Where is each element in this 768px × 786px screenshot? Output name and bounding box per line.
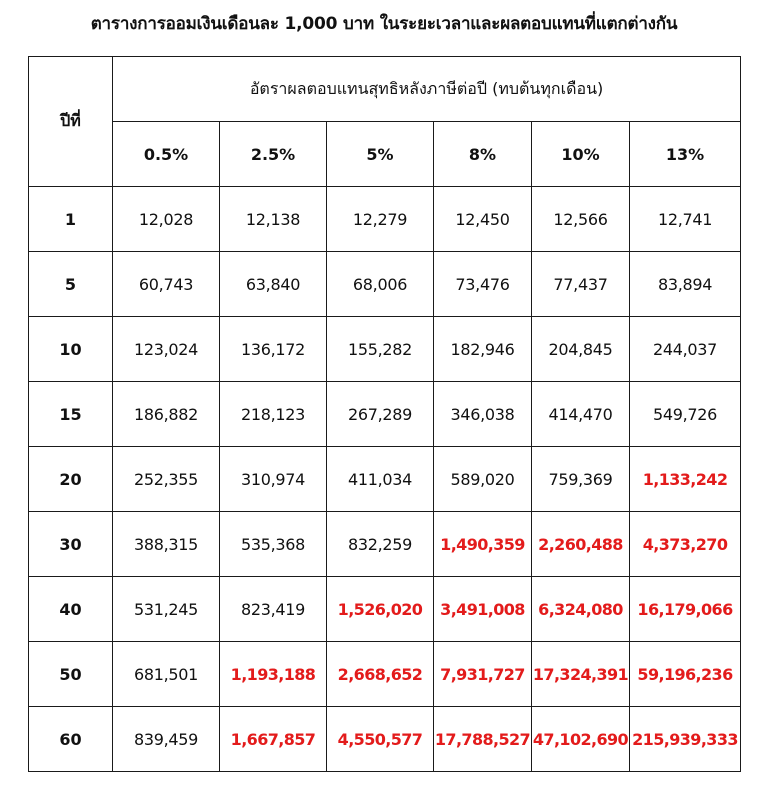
value-cell: 310,974 xyxy=(220,447,327,512)
value-cell: 186,882 xyxy=(113,382,220,447)
year-cell: 15 xyxy=(29,382,113,447)
value-cell: 6,324,080 xyxy=(532,577,630,642)
value-cell: 63,840 xyxy=(220,252,327,317)
value-cell: 12,566 xyxy=(532,187,630,252)
value-cell: 123,024 xyxy=(113,317,220,382)
value-cell: 589,020 xyxy=(434,447,532,512)
value-cell: 68,006 xyxy=(327,252,434,317)
value-cell: 17,324,391 xyxy=(532,642,630,707)
value-cell: 83,894 xyxy=(630,252,741,317)
value-cell: 136,172 xyxy=(220,317,327,382)
table-row xyxy=(29,382,741,447)
value-cell: 411,034 xyxy=(327,447,434,512)
value-cell: 346,038 xyxy=(434,382,532,447)
year-cell: 1 xyxy=(29,187,113,252)
value-cell: 832,259 xyxy=(327,512,434,577)
value-cell: 73,476 xyxy=(434,252,532,317)
table-row xyxy=(29,447,741,512)
value-cell: 759,369 xyxy=(532,447,630,512)
value-cell: 77,437 xyxy=(532,252,630,317)
value-cell: 823,419 xyxy=(220,577,327,642)
value-cell: 4,550,577 xyxy=(327,707,434,772)
value-cell: 531,245 xyxy=(113,577,220,642)
value-cell: 60,743 xyxy=(113,252,220,317)
rate-header-3: 8% xyxy=(434,122,532,187)
rate-header-0: 0.5% xyxy=(113,122,220,187)
rate-header-5: 13% xyxy=(630,122,741,187)
value-cell: 1,490,359 xyxy=(434,512,532,577)
table-row xyxy=(29,187,741,252)
value-cell: 1,193,188 xyxy=(220,642,327,707)
value-cell: 252,355 xyxy=(113,447,220,512)
value-cell: 215,939,333 xyxy=(630,707,741,772)
table-body xyxy=(29,187,741,772)
value-cell: 535,368 xyxy=(220,512,327,577)
value-cell: 12,138 xyxy=(220,187,327,252)
value-cell: 681,501 xyxy=(113,642,220,707)
value-cell: 388,315 xyxy=(113,512,220,577)
savings-table xyxy=(28,56,741,772)
year-cell: 60 xyxy=(29,707,113,772)
rate-header-1: 2.5% xyxy=(220,122,327,187)
value-cell: 1,133,242 xyxy=(630,447,741,512)
value-cell: 2,260,488 xyxy=(532,512,630,577)
value-cell: 3,491,008 xyxy=(434,577,532,642)
year-column-header: ปีที่ xyxy=(29,57,113,187)
value-cell: 47,102,690 xyxy=(532,707,630,772)
table-row xyxy=(29,512,741,577)
year-cell: 5 xyxy=(29,252,113,317)
table-row xyxy=(29,642,741,707)
value-cell: 244,037 xyxy=(630,317,741,382)
table-row xyxy=(29,317,741,382)
value-cell: 267,289 xyxy=(327,382,434,447)
table-row xyxy=(29,252,741,317)
header-row-top xyxy=(29,57,741,122)
header-row-rates xyxy=(29,122,741,187)
value-cell: 7,931,727 xyxy=(434,642,532,707)
value-cell: 12,741 xyxy=(630,187,741,252)
page-title: ตารางการออมเงินเดือนละ 1,000 บาท ในระยะเวลาและผลตอบแทนที่แตกต่างกัน xyxy=(90,14,678,34)
value-cell: 17,788,527 xyxy=(434,707,532,772)
table-row xyxy=(29,707,741,772)
value-cell: 1,667,857 xyxy=(220,707,327,772)
year-cell: 40 xyxy=(29,577,113,642)
value-cell: 12,279 xyxy=(327,187,434,252)
year-cell: 50 xyxy=(29,642,113,707)
value-cell: 1,526,020 xyxy=(327,577,434,642)
value-cell: 12,450 xyxy=(434,187,532,252)
value-cell: 59,196,236 xyxy=(630,642,741,707)
value-cell: 4,373,270 xyxy=(630,512,741,577)
rate-group-header: อัตราผลตอบแทนสุทธิหลังภาษีต่อปี (ทบต้นทุกเดือน) xyxy=(113,57,741,122)
year-cell: 20 xyxy=(29,447,113,512)
year-cell: 30 xyxy=(29,512,113,577)
year-cell: 10 xyxy=(29,317,113,382)
rate-header-2: 5% xyxy=(327,122,434,187)
value-cell: 155,282 xyxy=(327,317,434,382)
value-cell: 16,179,066 xyxy=(630,577,741,642)
value-cell: 182,946 xyxy=(434,317,532,382)
value-cell: 12,028 xyxy=(113,187,220,252)
value-cell: 839,459 xyxy=(113,707,220,772)
table-row xyxy=(29,577,741,642)
rate-header-4: 10% xyxy=(532,122,630,187)
value-cell: 549,726 xyxy=(630,382,741,447)
value-cell: 204,845 xyxy=(532,317,630,382)
value-cell: 414,470 xyxy=(532,382,630,447)
value-cell: 2,668,652 xyxy=(327,642,434,707)
value-cell: 218,123 xyxy=(220,382,327,447)
